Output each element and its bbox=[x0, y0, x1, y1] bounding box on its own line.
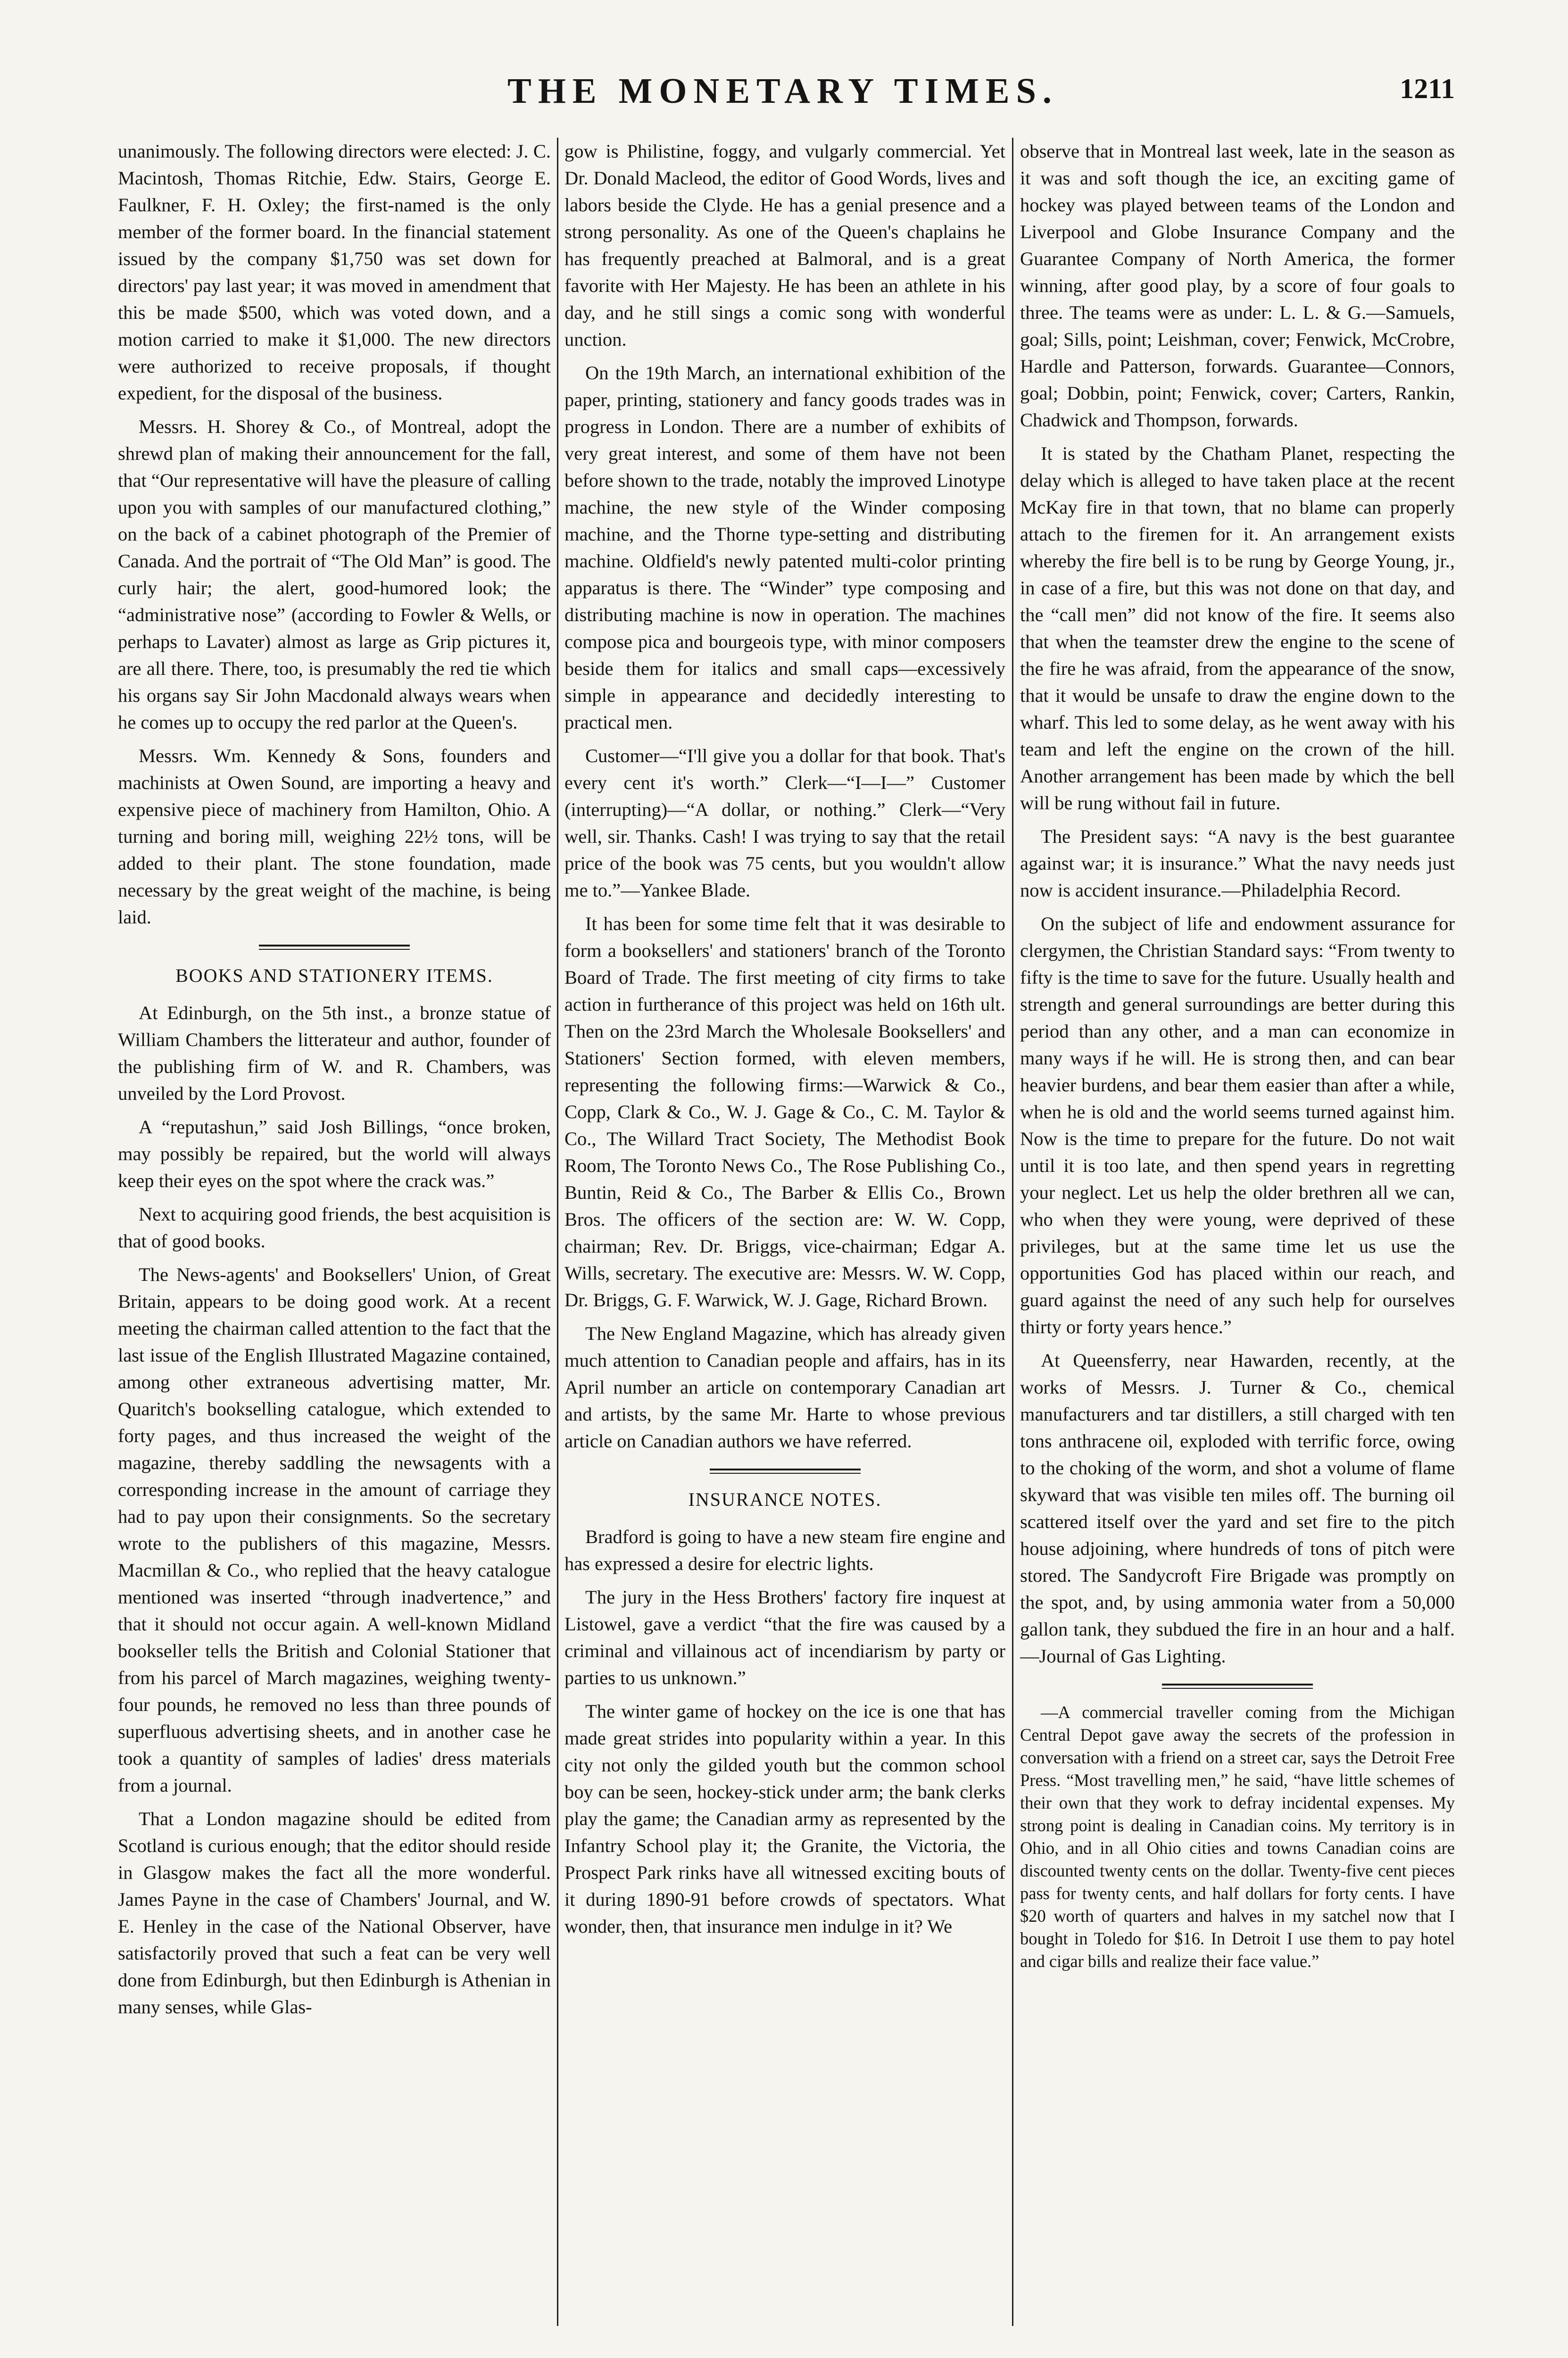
section-divider bbox=[710, 1469, 861, 1474]
section-heading-books: BOOKS AND STATIONERY ITEMS. bbox=[175, 965, 493, 986]
paragraph: At Edinburgh, on the 5th inst., a bronze statue of William Chambers the litterateur and author, founder of the publishing firm of W. and R. Chambers, was unveiled by the Lord Provost. bbox=[118, 1002, 551, 1104]
column-rule bbox=[1012, 138, 1013, 2326]
paragraph: Messrs. H. Shorey & Co., of Montreal, adopt the shrewd plan of making their announcement for the fall, that “Our representative will have the pleasure of calling upon you with samples of our manufactured clothing,” on the back of a cabinet photograph of the Premier of Canada. And the portrait of “The Old Man” is good. The curly hair; the alert, good-humored look; the “administrative nose” (according to Fowler & Wells, or perhaps to Lavater) almost as large as Grip pictures it, are all there. There, too, is presumably the red tie which his organs say Sir John Macdonald always wears when he comes up to occupy the red parlor at the Queen's. bbox=[118, 416, 551, 733]
section-heading-insurance: INSURANCE NOTES. bbox=[688, 1489, 882, 1510]
paragraph: The News-agents' and Booksellers' Union, of Great Britain, appears to be doing good work. At a recent meeting the chairman called attention to the fact that the last issue of the English Illustrated Magazine contained, among other extraneous advertising matter, Mr. Quaritch's bookselling catalogue, which extended to forty pages, and thus increased the weight of the magazine, thereby saddling the newsagents with a corresponding increase in the amount of carriage they had to pay upon their consignments. So the secretary wrote to the publishers of this magazine, Messrs. Macmillan & Co., who replied that the heavy catalogue mentioned was inserted “through inadvertence,” and that it should not occur again. A well-known Midland bookseller tells the British and Colonial Stationer that from his parcel of March magazines, weighing twenty-four pounds, he removed no less than three pounds of superfluous advertising sheets, and in another case he took a quantity of samples of ladies' dress materials from a journal. bbox=[118, 1264, 551, 1796]
paragraph: A “reputashun,” said Josh Billings, “once broken, may possibly be repaired, but the world will always keep their eyes on the spot where the crack was.” bbox=[118, 1116, 551, 1191]
paragraph: gow is Philistine, foggy, and vulgarly commercial. Yet Dr. Donald Macleod, the editor of Good Words, lives and labors beside the Clyde. He has a genial presence and a strong personality. As one of the Queen's chaplains he has frequently preached at Balmoral, and is a great favorite with Her Majesty. He has been an athlete in his day, and he still sings a comic song with wonderful unction. bbox=[564, 141, 1005, 350]
paragraph: unanimously. The following directors were elected: J. C. Macintosh, Thomas Ritchie, Edw. Stairs, George E. Faulkner, F. H. Oxley; the first-named is the only member of the former board. In the financial statement issued by the company $1,750 was set down for directors' pay last year; it was moved in amendment that this be made $500, which was voted down, and a motion carried to make it $1,000. The new directors were authorized to receive proposals, if thought expedient, for the disposal of the business. bbox=[118, 141, 551, 404]
section-divider bbox=[1162, 1684, 1313, 1689]
paragraph: The President says: “A navy is the best guarantee against war; it is insurance.” What the navy needs just now is accident insurance.—Philadelphia Record. bbox=[1020, 826, 1455, 901]
publication-title: THE MONETARY TIMES. bbox=[507, 71, 1058, 111]
masthead bbox=[111, 71, 1455, 113]
paragraph: At Queensferry, near Hawarden, recently, at the works of Messrs. J. Turner & Co., chemical manufacturers and tar distillers, a still charged with ten tons anthracene oil, exploded with terrific force, owing to the choking of the worm, and shot a volume of flame skyward that was visible ten miles off. The burning oil scattered itself over the yard and set fire to the pitch house adjoining, where hundreds of tons of pitch were stored. The Sandycroft Fire Brigade was promptly on the spot, and, by using ammonia water from a 50,000 gallon tank, they subdued the fire in an hour and a half.—Journal of Gas Lighting. bbox=[1020, 1350, 1455, 1667]
column-rule bbox=[557, 138, 558, 2326]
paragraph: On the 19th March, an international exhibition of the paper, printing, stationery and fancy goods trades was in progress in London. There are a number of exhibits of very great interest, and some of them have not been before shown to the trade, notably the improved Linotype machine, the new style of the Winder composing machine, and the Thorne type-setting and distributing machine. Oldfield's newly patented multi-color printing apparatus is there. The “Winder” type composing and distributing machine is now in operation. The machines compose pica and bourgeois type, with minor composers beside them for italics and small caps—excessively simple in appearance and decidedly interesting to practical men. bbox=[564, 362, 1005, 733]
page-number: 1211 bbox=[1400, 73, 1455, 104]
paragraph: It is stated by the Chatham Planet, respecting the delay which is alleged to have taken place at the recent McKay fire in that town, that no blame can properly attach to the firemen for it. An arrangement exists whereby the fire bell is to be rung by George Young, jr., in case of a fire, but this was not done on that day, and the “call men” did not know of the fire. It seems also that when the teamster drew the engine to the scene of the fire he was afraid, from the appearance of the snow, that it would be unsafe to draw the engine down to the wharf. This led to some delay, as he went away with his team and left the engine on the crown of the hill. Another arrangement has been made by which the bell will be rung without fail in future. bbox=[1020, 443, 1455, 814]
paragraph: Bradford is going to have a new steam fire engine and has expressed a desire for electric lights. bbox=[564, 1526, 1005, 1574]
paragraph: The New England Magazine, which has already given much attention to Canadian people and affairs, has in its April number an article on contemporary Canadian art and artists, by the same Mr. Harte to whose previous article on Canadian authors we have referred. bbox=[564, 1323, 1005, 1452]
paragraph: That a London magazine should be edited from Scotland is curious enough; that the editor should reside in Glasgow makes the fact all the more wonderful. James Payne in the case of Chambers' Journal, and W. E. Henley in the case of the National Observer, have satisfactorily proved that such a feat can be very well done from Edinburgh, but then Edinburgh is Athenian in many senses, while Glas- bbox=[118, 1808, 551, 2018]
paragraph: —A commercial traveller coming from the Michigan Central Depot gave away the secrets of the profession in conversation with a friend on a street car, says the Detroit Free Press. “Most travelling men,” he said, “have little schemes of their own that they work to defray incidental expenses. My strong point is dealing in Canadian coins. My territory is in Ohio, and in all Ohio cities and towns Canadian coins are discounted twenty cents on the dollar. Twenty-five cent pieces pass for twenty cents, and half dollars for forty cents. I have $20 worth of quarters and halves in my satchel now that I bought in Toledo for $16. In Detroit I use them to pay hotel and cigar bills and realize their face value.” bbox=[1020, 1702, 1455, 1971]
column-3 bbox=[1020, 138, 1455, 2321]
paragraph: Messrs. Wm. Kennedy & Sons, founders and machinists at Owen Sound, are importing a heavy and expensive piece of machinery from Hamilton, Ohio. A turning and boring mill, weighing 22½ tons, will be added to their plant. The stone foundation, made necessary by the great weight of the machine, is being laid. bbox=[118, 745, 551, 928]
paragraph: The jury in the Hess Brothers' factory fire inquest at Listowel, gave a verdict “that the fire was caused by a criminal and villainous act of incendiarism by party or parties to us unknown.” bbox=[564, 1586, 1005, 1688]
section-divider bbox=[259, 945, 410, 950]
paragraph: On the subject of life and endowment assurance for clergymen, the Christian Standard says: “From twenty to fifty is the time to save for the future. Usually health and strength and general surroundings are better during this period than any other, and a man can economize in many ways if he will. He is strong then, and can bear heavier burdens, and bear them easier than after a while, when he is old and the world seems turned against him. Now is the time to prepare for the future. Do not wait until it is too late, and then spend years in regretting your neglect. Let us help the older brethren all we can, who when they were young, were deprived of these privileges, but at the same time let us use the opportunities God has placed within our reach, and guard against the need of any such help for ourselves thirty or forty years hence.” bbox=[1020, 913, 1455, 1337]
column-1 bbox=[118, 138, 551, 2321]
paragraph: It has been for some time felt that it was desirable to form a booksellers' and stationers' branch of the Toronto Board of Trade. The first meeting of city firms to take action in furtherance of this project was held on 16th ult. Then on the 23rd March the Wholesale Booksellers' and Stationers' Section formed, with eleven members, representing the following firms:—Warwick & Co., Copp, Clark & Co., W. J. Gage & Co., C. M. Taylor & Co., The Willard Tract Society, The Methodist Book Room, The Toronto News Co., The Rose Publishing Co., Buntin, Reid & Co., The Barber & Ellis Co., Brown Bros. The officers of the section are: W. W. Copp, chairman; Rev. Dr. Briggs, vice-chairman; Edgar A. Wills, secretary. The executive are: Messrs. W. W. Copp, Dr. Briggs, G. F. Warwick, W. J. Gage, Richard Brown. bbox=[564, 913, 1005, 1311]
column-2 bbox=[564, 138, 1005, 2321]
paragraph: Next to acquiring good friends, the best acquisition is that of good books. bbox=[118, 1204, 551, 1252]
paragraph: observe that in Montreal last week, late in the season as it was and soft though the ice, an exciting game of hockey was played between teams of the London and Liverpool and Globe Insurance Company and the Guarantee Company of North America, the former winning, after good play, by a score of four goals to three. The teams were as under: L. L. & G.—Samuels, goal; Sills, point; Leishman, cover; Fenwick, McCrobre, Hardle and Patterson, forwards. Guarantee—Connors, goal; Dobbin, point; Fenwick, cover; Carters, Rankin, Chadwick and Thompson, forwards. bbox=[1020, 141, 1455, 431]
paragraph: Customer—“I'll give you a dollar for that book. That's every cent it's worth.” Clerk—“I—I—” Customer (interrupting)—“A dollar, or nothing.” Clerk—“Very well, sir. Thanks. Cash! I was trying to say that the retail price of the book was 75 cents, but you wouldn't allow me to.”—Yankee Blade. bbox=[564, 745, 1005, 901]
paragraph: The winter game of hockey on the ice is one that has made great strides into popularity within a year. In this city not only the gilded youth but the common school boy can be seen, hockey-stick under arm; the bank clerks play the game; the Canadian army as represented by the Infantry School play it; the Granite, the Victoria, the Prospect Park rinks have all witnessed exciting bouts of it during 1890-91 before crowds of spectators. What wonder, then, that insurance men indulge in it? We bbox=[564, 1701, 1005, 1937]
